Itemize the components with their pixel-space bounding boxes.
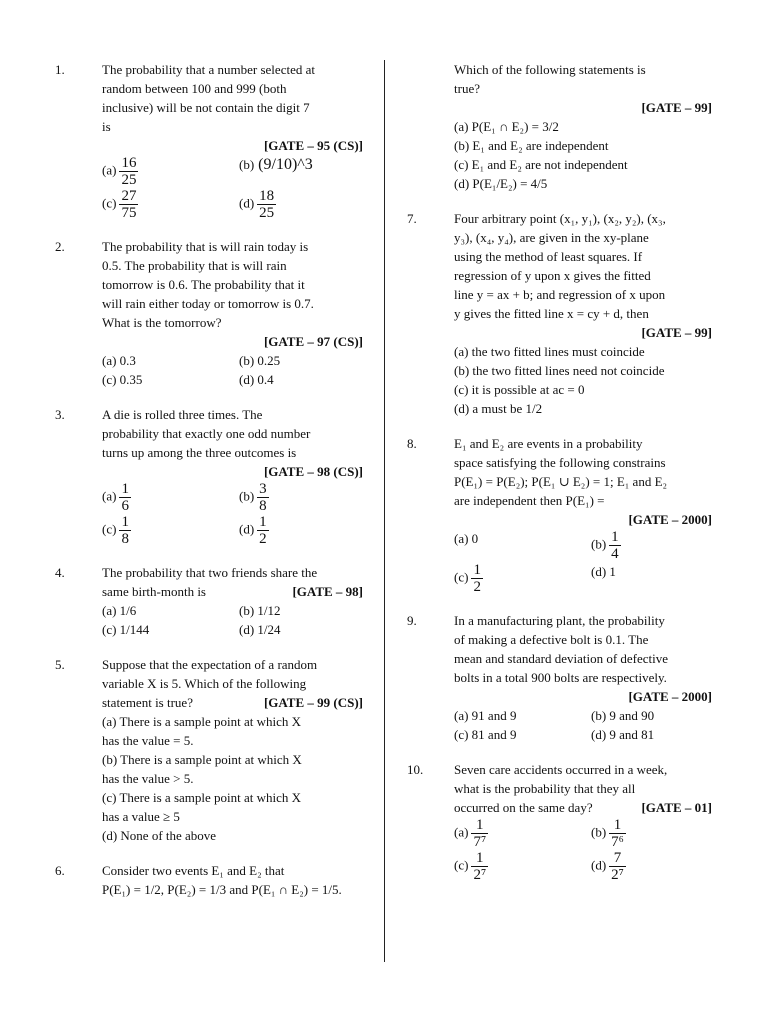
option-label: (d) — [239, 521, 255, 537]
stem-line: P(E₁) = P(E₂); P(E₁ ∪ E₂) = 1; E₁ and E₂ — [454, 474, 668, 489]
stem-line: is — [102, 119, 111, 134]
option-label: (a) — [102, 488, 117, 504]
stem-line: A die is rolled three times. The — [102, 407, 263, 422]
option-label: (a) — [102, 162, 117, 178]
option — [454, 725, 591, 744]
fraction-numerator: 1 — [121, 514, 129, 530]
option-line: (d) P(E₁/E₂) = 4/5 — [454, 176, 548, 191]
gate-tag: [GATE – 2000] — [628, 512, 712, 527]
stem-line: The probability that is will rain today is — [102, 239, 309, 254]
option-label: (d) — [591, 857, 607, 873]
option-line: (a) P(E₁ ∩ E₂) = 3/2 — [454, 119, 559, 134]
fraction-numerator: 3 — [259, 481, 267, 497]
question-number: 9. — [407, 613, 417, 628]
question-stem — [102, 60, 363, 136]
fraction — [609, 817, 626, 850]
option — [239, 370, 363, 389]
option-label: (c) 0.35 — [102, 372, 143, 387]
option-line: (d) None of the above — [102, 828, 217, 843]
option — [454, 817, 591, 850]
option — [102, 370, 239, 389]
option — [454, 850, 591, 883]
fraction-numerator: 1 — [259, 514, 267, 530]
option — [239, 620, 363, 639]
option-label: (b) — [239, 157, 255, 172]
stem-line: are independent then P(E₁) = — [454, 493, 605, 508]
stem-line: What is the tomorrow? — [102, 315, 222, 330]
option-label: (a) 0.3 — [102, 353, 136, 368]
question-4. — [55, 563, 363, 639]
option-expression: (9/10)^3 — [254, 156, 313, 173]
options-grid — [454, 706, 712, 744]
option-label: (a) 1/6 — [102, 603, 137, 618]
option-line: has a value ≥ 5 — [102, 809, 180, 824]
fraction-numerator: 1 — [121, 481, 129, 497]
gate-tag: [GATE – 01] — [641, 800, 712, 815]
options-grid — [102, 155, 363, 221]
question-9. — [407, 611, 712, 744]
question-number: 4. — [55, 565, 65, 580]
option-label: (b) 9 and 90 — [591, 708, 655, 723]
option — [102, 188, 239, 221]
stem-line: what is the probability that they all — [454, 781, 636, 796]
option-label: (a) 0 — [454, 531, 479, 546]
option-label: (a) 91 and 9 — [454, 708, 517, 723]
question-6. — [55, 861, 363, 899]
option-line: (b) E₁ and E₂ are independent — [454, 138, 609, 153]
stem-line: random between 100 and 999 (both — [102, 81, 287, 96]
question-number: 10. — [407, 762, 424, 777]
column-divider — [384, 60, 385, 962]
option — [591, 725, 712, 744]
stem-line: same birth-month is [GATE – 98] — [102, 584, 363, 599]
fraction-numerator: 1 — [476, 817, 484, 833]
fraction-denominator: 25 — [121, 172, 137, 188]
option — [102, 620, 239, 639]
option — [239, 351, 363, 370]
stem-line: Which of the following statements is — [454, 62, 646, 77]
fraction-denominator: 4 — [611, 546, 619, 562]
option-label: (d) 1 — [591, 564, 616, 579]
question-cont — [407, 60, 712, 193]
stem-line: true? — [454, 81, 480, 96]
question-stem — [454, 60, 712, 98]
option-label: (c) — [102, 195, 117, 211]
option — [102, 155, 239, 188]
fraction-denominator: 8 — [259, 498, 267, 514]
option — [102, 601, 239, 620]
question-number: 2. — [55, 239, 65, 254]
option — [454, 529, 591, 562]
option-label: (d) — [239, 195, 255, 211]
stem-line: regression of y upon x gives the fitted — [454, 268, 651, 283]
option — [454, 706, 591, 725]
gate-tag: [GATE – 99] — [641, 100, 712, 115]
gate-tag: [GATE – 99] — [641, 325, 712, 340]
fraction — [471, 817, 488, 850]
gate-tag: [GATE – 98] — [292, 584, 363, 599]
gate-tag: [GATE – 97 (CS)] — [263, 334, 363, 349]
question-5. — [55, 655, 363, 845]
option-line: (b) the two fitted lines need not coincide — [454, 363, 665, 378]
fraction — [119, 481, 131, 514]
option — [591, 850, 712, 883]
option-line: (c) it is possible at ac = 0 — [454, 382, 585, 397]
option-label: (c) — [454, 857, 469, 873]
option — [239, 188, 363, 221]
options-grid — [102, 481, 363, 547]
option-line: (c) E₁ and E₂ are not independent — [454, 157, 628, 172]
question-stem — [102, 405, 363, 462]
fraction-denominator: 7⁶ — [611, 834, 624, 850]
option — [454, 562, 591, 595]
stem-line: line y = ax + b; and regression of x upon — [454, 287, 666, 302]
stem-line: inclusive) will be not contain the digit 7 — [102, 100, 310, 115]
fraction — [257, 481, 269, 514]
stem-line: probability that exactly one odd number — [102, 426, 311, 441]
gate-tag: [GATE – 95 (CS)] — [263, 138, 363, 153]
fraction-numerator: 1 — [613, 817, 622, 833]
option-label: (b) — [591, 824, 607, 840]
gate-tag: [GATE – 98 (CS)] — [263, 464, 363, 479]
fraction-numerator: 18 — [259, 188, 275, 204]
fraction — [609, 529, 621, 562]
option-label: (b) 0.25 — [239, 353, 281, 368]
option — [591, 529, 712, 562]
stem-line: space satisfying the following constrains — [454, 455, 666, 470]
stem-line: will rain either today or tomorrow is 0.7. — [102, 296, 314, 311]
stem-line: of making a defective bolt is 0.1. The — [454, 632, 649, 647]
option-line: (a) the two fitted lines must coincide — [454, 344, 645, 359]
stem-line: statement is true? [GATE – 99 (CS)] — [102, 695, 363, 710]
fraction — [119, 188, 138, 221]
formula: P(E₁) = 1/2, P(E₂) = 1/3 and P(E₁ ∩ E₂) = 1/5. — [102, 882, 342, 897]
fraction-denominator: 25 — [259, 205, 275, 221]
fraction-denominator: 2 — [259, 531, 267, 547]
stem-line: occurred on the same day? [GATE – 01] — [454, 800, 712, 815]
option-label: (c) — [102, 521, 117, 537]
fraction-numerator: 7 — [613, 850, 622, 866]
fraction-numerator: 1 — [473, 562, 481, 578]
option — [591, 817, 712, 850]
stem-line: y gives the fitted line x = cy + d, then — [454, 306, 649, 321]
option-label: (d) 9 and 81 — [591, 727, 655, 742]
option — [591, 562, 712, 595]
fraction-denominator: 8 — [121, 531, 129, 547]
stem-line: Four arbitrary point (x₁, y₁), (x₂, y₂), (x₃, — [454, 211, 666, 226]
option-label: (c) 81 and 9 — [454, 727, 517, 742]
question-stem — [102, 861, 363, 880]
fraction — [257, 188, 276, 221]
question-8. — [407, 434, 712, 595]
option-label: (a) — [454, 824, 469, 840]
option-line: has the value > 5. — [102, 771, 194, 786]
fraction — [471, 850, 488, 883]
fraction — [119, 514, 131, 547]
fraction-denominator: 2⁷ — [611, 867, 624, 883]
option — [102, 481, 239, 514]
stem-line: y₃), (x₄, y₄), are given in the xy-plane — [454, 230, 649, 245]
fraction — [119, 155, 138, 188]
stem-line: The probability that a number selected at — [102, 62, 315, 77]
option-line: (c) There is a sample point at which X — [102, 790, 302, 805]
fraction — [609, 850, 626, 883]
gate-tag: [GATE – 2000] — [628, 689, 712, 704]
stem-line: turns up among the three outcomes is — [102, 445, 297, 460]
question-number: 5. — [55, 657, 65, 672]
stem-line: 0.5. The probability that is will rain — [102, 258, 287, 273]
question-stem — [102, 655, 363, 712]
question-stem — [454, 760, 712, 817]
option-label: (c) 1/144 — [102, 622, 150, 637]
stem-line: tomorrow is 0.6. The probability that it — [102, 277, 305, 292]
fraction-denominator: 2⁷ — [473, 867, 487, 883]
fraction-numerator: 1 — [476, 850, 484, 866]
question-number: 7. — [407, 211, 417, 226]
option-label: (c) — [454, 569, 469, 585]
stem-line: using the method of least squares. If — [454, 249, 643, 264]
options-grid — [102, 601, 363, 639]
option-line: has the value = 5. — [102, 733, 194, 748]
question-stem — [454, 434, 712, 510]
stem-line: Suppose that the expectation of a random — [102, 657, 318, 672]
options-grid — [454, 817, 712, 883]
question-7. — [407, 209, 712, 418]
stem-line: variable X is 5. Which of the following — [102, 676, 307, 691]
question-stem — [454, 611, 712, 687]
stem-line: E₁ and E₂ are events in a probability — [454, 436, 643, 451]
stem-line: Seven care accidents occurred in a week, — [454, 762, 668, 777]
question-stem — [102, 563, 363, 601]
question-stem — [102, 237, 363, 332]
options-grid — [102, 351, 363, 389]
option-line: (d) a must be 1/2 — [454, 401, 543, 416]
question-number: 1. — [55, 62, 65, 77]
fraction-numerator: 16 — [121, 155, 137, 171]
stem-line: bolts in a total 900 bolts are respectively. — [454, 670, 667, 685]
stem-line: The probability that two friends share the — [102, 565, 318, 580]
question-stem — [454, 209, 712, 323]
option-line: (b) There is a sample point at which X — [102, 752, 302, 767]
fraction-numerator: 1 — [611, 529, 619, 545]
gate-tag: [GATE – 99 (CS)] — [263, 695, 363, 710]
stem-line: Consider two events E₁ and E₂ that — [102, 863, 285, 878]
stem-line: mean and standard deviation of defective — [454, 651, 669, 666]
option — [591, 706, 712, 725]
option-line: (a) There is a sample point at which X — [102, 714, 302, 729]
options-grid — [454, 529, 712, 595]
fraction-denominator: 75 — [121, 205, 137, 221]
left-column — [55, 60, 363, 915]
option — [239, 514, 363, 547]
fraction-numerator: 27 — [121, 188, 137, 204]
question-1. — [55, 60, 363, 221]
option — [102, 351, 239, 370]
option — [239, 155, 363, 188]
fraction — [257, 514, 269, 547]
option — [239, 601, 363, 620]
question-number: 3. — [55, 407, 65, 422]
fraction-denominator: 6 — [121, 498, 129, 514]
stem-line: In a manufacturing plant, the probability — [454, 613, 665, 628]
option-label: (b) 1/12 — [239, 603, 281, 618]
question-number: 8. — [407, 436, 417, 451]
option-label: (d) 1/24 — [239, 622, 281, 637]
question-number: 6. — [55, 863, 65, 878]
option-label: (b) — [591, 536, 607, 552]
question-2. — [55, 237, 363, 389]
option-label: (d) 0.4 — [239, 372, 274, 387]
question-3. — [55, 405, 363, 547]
option — [102, 514, 239, 547]
right-column — [407, 60, 712, 899]
fraction-denominator: 7⁷ — [473, 834, 487, 850]
fraction-denominator: 2 — [473, 579, 481, 595]
question-10. — [407, 760, 712, 883]
option — [239, 481, 363, 514]
fraction — [471, 562, 483, 595]
option-label: (b) — [239, 488, 255, 504]
